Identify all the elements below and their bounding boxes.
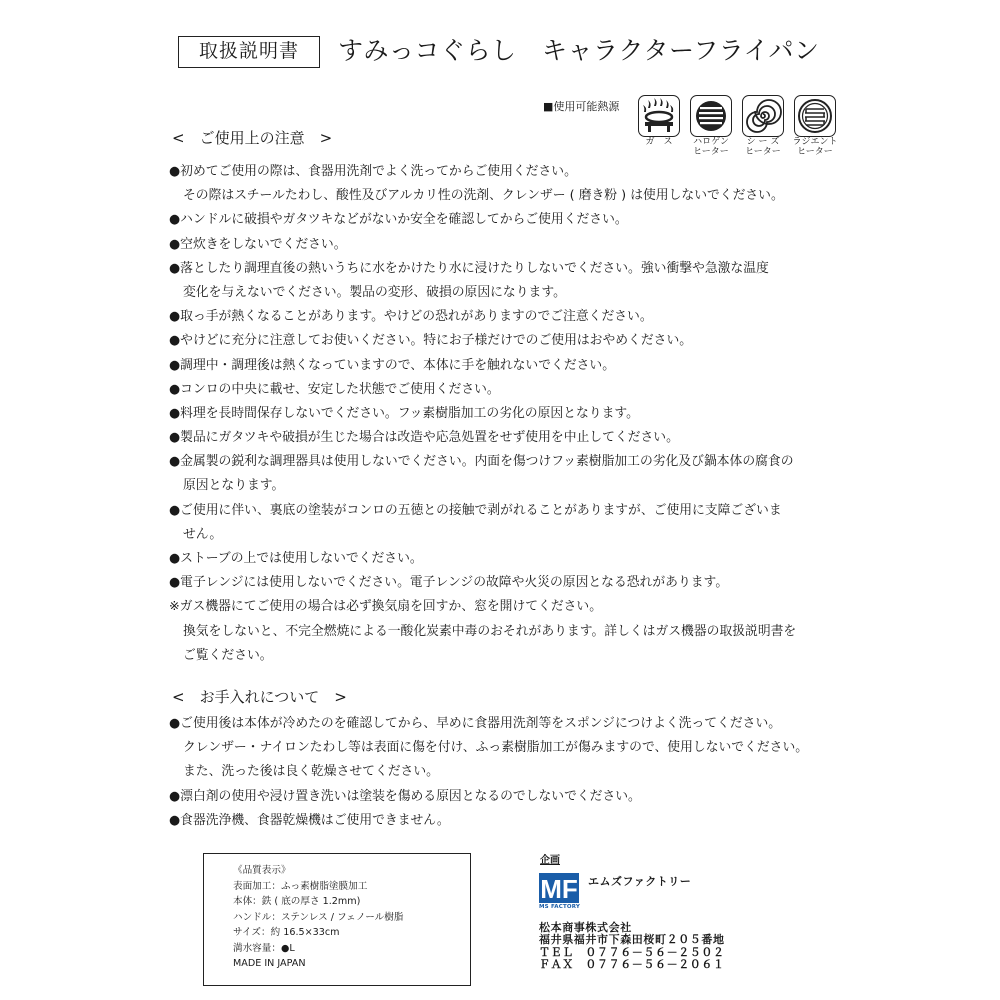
precaution-line: ●ハンドルに破損やガタツキなどがないか安全を確認してからご使用ください。: [169, 212, 628, 228]
ms-factory-logo: [539, 871, 579, 905]
quality-line: 表面加工：ふっ素樹脂塗膜加工: [233, 880, 368, 892]
care-line: クレンザー・ナイロンたわし等は表面に傷を付け、ふっ素樹脂加工が傷みますので、使用しないでください。: [183, 740, 809, 756]
quality-line: 本体：鉄 ( 底の厚さ 1.2mm): [233, 896, 361, 907]
care-line: ●食器洗浄機、食器乾燥機はご使用できません。: [169, 812, 450, 828]
company-name: 松本商事株式会社: [539, 921, 632, 934]
precautions-heading: < ご使用上の注意 >: [172, 129, 333, 147]
precaution-line: ●製品にガタツキや破損が生じた場合は改造や応急処置をせず使用を中止してください。: [169, 430, 679, 446]
logo-text: MF: [540, 874, 578, 904]
gas-caption: ガ ス: [645, 137, 673, 147]
care-line: また、洗った後は良く乾燥させてください。: [183, 764, 439, 780]
precaution-line: その際はスチールたわし、酸性及びアルカリ性の洗剤、クレンザー ( 磨き粉 ) は使用しないでください。: [183, 188, 784, 204]
halogen-caption: ハロゲン ヒーター: [693, 137, 729, 157]
quality-line: サイズ：約 16.5×33cm: [233, 927, 340, 938]
precaution-line: ●ストーブの上では使用しないでください。: [169, 551, 423, 566]
precaution-line: 変化を与えないでください。製品の変形、破損の原因になります。: [183, 284, 566, 300]
gas-burner-icon: [638, 95, 680, 137]
precaution-line: 換気をしないと、不完全燃焼による一酸化炭素中毒のおそれがあります。詳しくはガス機器の取扱説明書を: [183, 623, 797, 639]
care-list: [169, 712, 869, 833]
precaution-line: ●コンロの中央に載せ、安定した状態でご使用ください。: [169, 381, 500, 397]
brand-name: エムズファクトリー: [588, 875, 692, 888]
quality-line: MADE IN JAPAN: [233, 958, 306, 969]
precaution-line: 原因となります。: [183, 478, 285, 494]
precautions-list: [169, 160, 869, 668]
quality-line: 満水容量：●L: [233, 942, 295, 954]
halogen-heater-icon: [690, 95, 732, 137]
document-type-label: 取扱説明書: [178, 36, 320, 68]
precaution-line: ●やけどに充分に注意してお使いください。特にお子様だけでのご使用はおやめください。: [169, 333, 693, 349]
precaution-line: ご覧ください。: [183, 647, 273, 663]
precaution-line: ※ガス機器にてご使用の場合は必ず換気扇を回すか、窓を開けてください。: [169, 599, 603, 615]
precaution-line: ●金属製の鋭利な調理器具は使用しないでください。内面を傷つけフッ素樹脂加工の劣化及び鍋本体の腐食の: [169, 454, 794, 470]
precaution-line: ●空炊きをしないでください。: [169, 236, 347, 252]
care-line: ●漂白剤の使用や浸け置き洗いは塗装を傷める原因となるのでしないでください。: [169, 788, 641, 804]
quality-line: ハンドル：ステンレス / フェノール樹脂: [233, 911, 404, 923]
logo-subtext: MS FACTORY: [539, 904, 581, 910]
precaution-line: ●ご使用に伴い、裏底の塗装がコンロの五徳との接触で剥がれることがありますが、ご使用に支障ございま: [169, 502, 782, 518]
precaution-line: ●調理中・調理後は熱くなっていますので、本体に手を触れないでください。: [169, 357, 616, 373]
care-heading: < お手入れについて >: [172, 688, 347, 706]
sheathed-caption: シ ー ズ ヒーター: [745, 137, 781, 157]
quality-label-box: [203, 853, 471, 986]
radiant-heater-icon: [794, 95, 836, 137]
planning-label: 企画: [540, 855, 560, 866]
company-info: [539, 922, 725, 971]
product-title: すみっコぐらし キャラクターフライパン: [338, 36, 820, 65]
sheathed-heater-icon: [742, 95, 784, 137]
precaution-line: ●電子レンジには使用しないでください。電子レンジの故障や火災の原因となる恐れがあります。: [169, 575, 729, 591]
precaution-line: ●初めてご使用の際は、食器用洗剤でよく洗ってからご使用ください。: [169, 164, 577, 179]
care-line: ●ご使用後は本体が冷めたのを確認してから、早めに食器用洗剤等をスポンジにつけよく洗ってください。: [169, 716, 782, 731]
precaution-line: ●落としたり調理直後の熱いうちに水をかけたり水に浸けたりしないでください。強い衝撃や急激な温度: [169, 260, 769, 276]
company-fax: ＦＡＸ ０７７６－５６－２０６１: [539, 957, 725, 971]
company-tel: ＴＥＬ ０７７６－５６－２５０２: [539, 945, 725, 959]
heat-sources-label: ■使用可能熱源: [543, 100, 620, 113]
quality-line: 《品質表示》: [233, 865, 291, 876]
radiant-caption: ラジエント ヒーター: [792, 137, 838, 157]
precaution-line: ●料理を長時間保存しないでください。フッ素樹脂加工の劣化の原因となります。: [169, 405, 639, 421]
precaution-line: せん。: [183, 526, 223, 542]
company-address: 福井県福井市下森田桜町２０５番地: [539, 933, 725, 947]
precaution-line: ●取っ手が熱くなることがあります。やけどの恐れがありますのでご注意ください。: [169, 309, 653, 325]
